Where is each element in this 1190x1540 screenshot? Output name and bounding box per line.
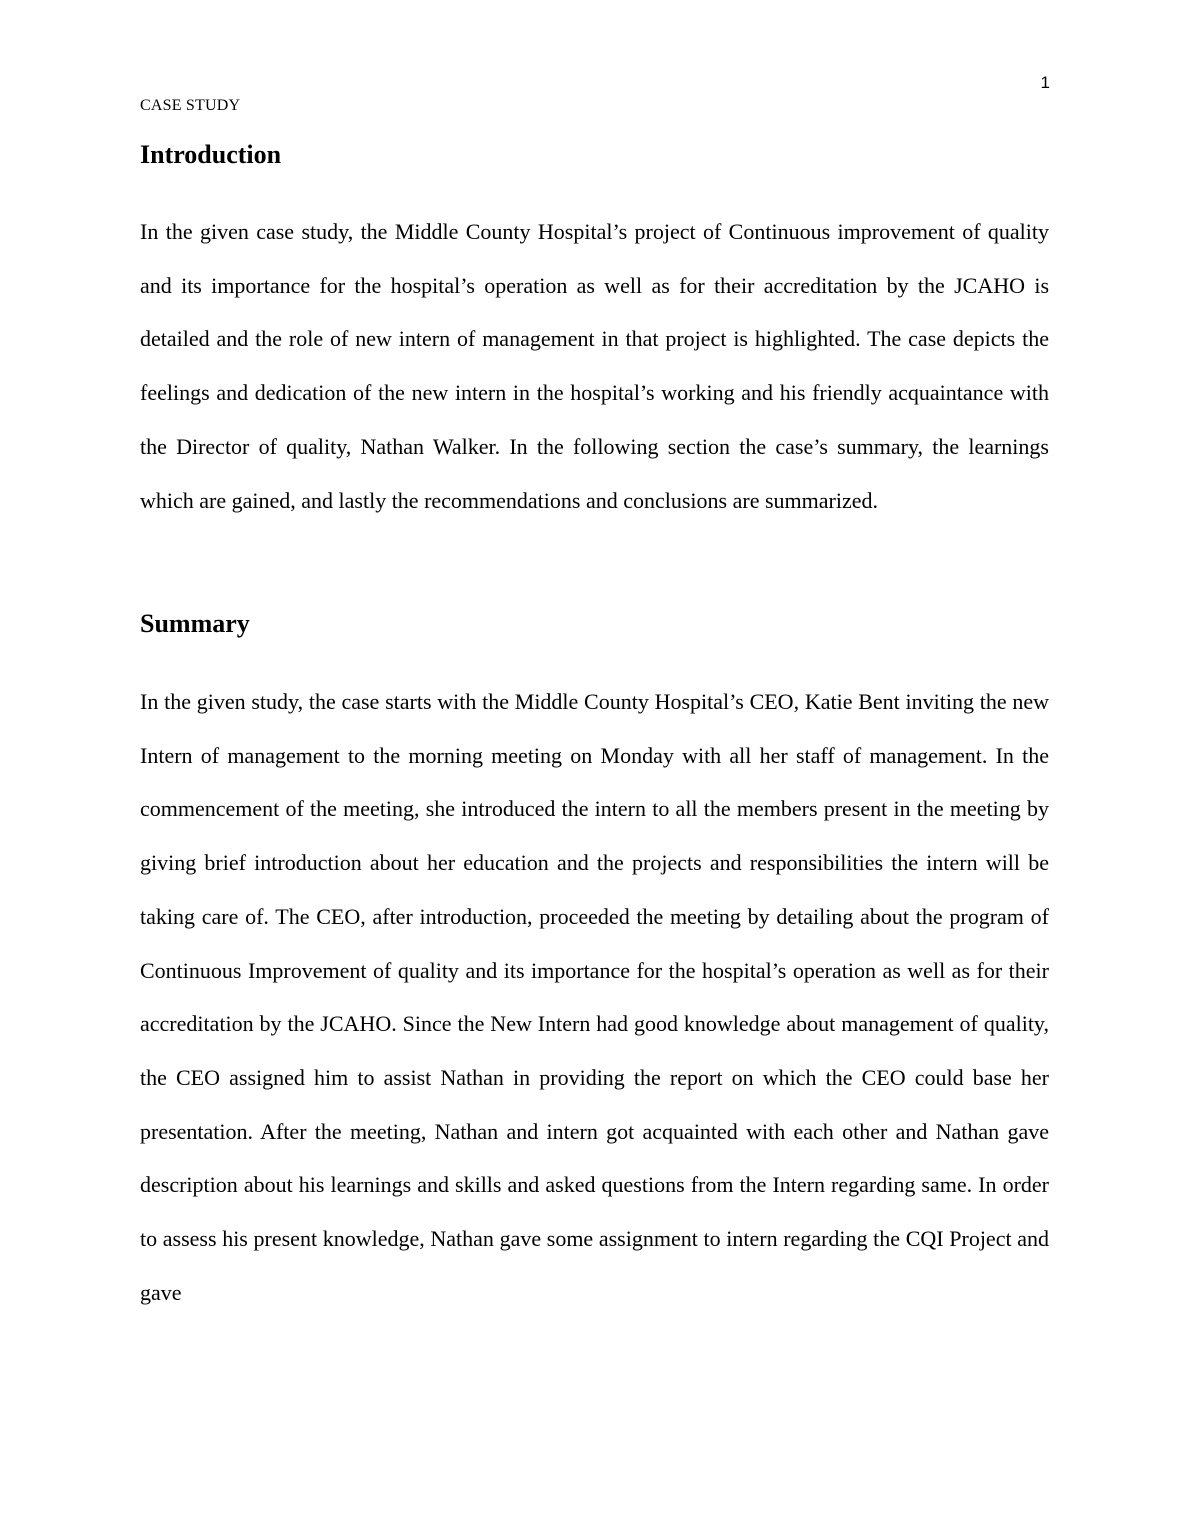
paragraph-introduction: In the given case study, the Middle County Hospital’s project of Continuous improvement of quality and its importance for the hospital’s operation as well as for their accreditation by the JCAHO is detailed and the role of new intern of management in that project is highlighted. The case depicts the feelings and dedication of the new intern in the hospital’s working and his friendly acquaintance with the Director of quality, Nathan Walker. In the following section the case’s summary, the learnings which are gained, and lastly the recommendations and conclusions are summarized. — [140, 219, 1049, 513]
paragraph-summary: In the given study, the case starts with the Middle County Hospital’s CEO, Katie Bent inviting the new Intern of management to the morning meeting on Monday with all her staff of management. In the commencement of the meeting, she introduced the intern to all the members present in the meeting by giving brief introduction about her education and the projects and responsibilities the intern will be taking care of. The CEO, after introduction, proceeded the meeting by detailing about the program of Continuous Improvement of quality and its importance for the hospital’s operation as well as for their accreditation by the JCAHO. Since the New Intern had good knowledge about management of quality, the CEO assigned him to assist Nathan in providing the report on which the CEO could base her presentation. After the meeting, Nathan and intern got acquainted with each other and Nathan gave description about his learnings and skills and asked questions from the Intern regarding same. In order to assess his present knowledge, Nathan gave some assignment to intern regarding the CQI Project and gave — [140, 689, 1049, 1305]
heading-introduction: Introduction — [140, 140, 282, 169]
heading-summary: Summary — [140, 609, 250, 638]
page-number: 1 — [1040, 73, 1050, 92]
running-head: CASE STUDY — [140, 97, 241, 114]
